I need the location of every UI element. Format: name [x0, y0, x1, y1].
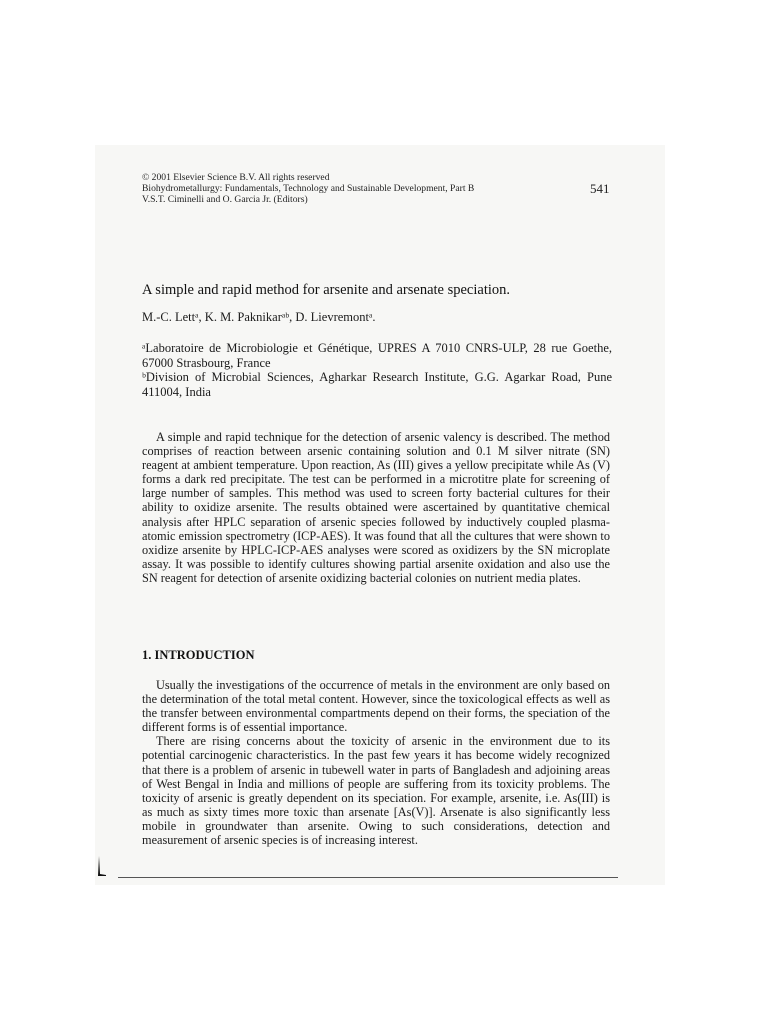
- affiliations: [142, 341, 612, 399]
- author-list: M.-C. Lettᵃ, K. M. Paknikarᵃᵇ, D. Lievremontᵃ.: [142, 310, 376, 324]
- affiliation-a: ᵃLaboratoire de Microbiologie et Génétique, UPRES A 7010 CNRS-ULP, 28 rue Goethe, 67000 Strasbourg, France: [142, 341, 612, 370]
- paragraph: There are rising concerns about the toxicity of arsenic in the environment due to its potential carcinogenic characteristics. In the past few years it has become widely recognized that there is a problem of arsenic in tubewell water in parts of Bangladesh and adjoining areas of West Bengal in India and millions of people are suffering from its toxicity problems. The toxicity of arsenic is greatly dependent on its speciation. For example, arsenite, i.e. As(III) is as much as sixty times more toxic than arsenate [As(V)]. Arsenate is also significantly less mobile in groundwater than arsenite. Owing to such considerations, detection and measurement of arsenic species is of increasing interest.: [142, 734, 610, 848]
- scan-corner-mark: [98, 856, 106, 876]
- page-bottom-rule: [118, 877, 618, 878]
- introduction-body: [142, 678, 610, 847]
- copyright-line: © 2001 Elsevier Science B.V. All rights reserved: [142, 172, 330, 183]
- book-title-line: Biohydrometallurgy: Fundamentals, Technology and Sustainable Development, Part B: [142, 183, 475, 194]
- page-number: 541: [590, 181, 610, 196]
- section-heading-introduction: 1. INTRODUCTION: [142, 648, 255, 662]
- abstract: A simple and rapid technique for the detection of arsenic valency is described. The method comprises of reaction between arsenic containing solution and 0.1 M silver nitrate (SN) reagent at ambient temperature. Upon reaction, As (III) gives a yellow precipitate while As (V) forms a dark red precipitate. The test can be performed in a microtitre plate for screening of large number of samples. This method was used to screen forty bacterial cultures for their ability to oxidize arsenite. The results obtained were ascertained by quantitative chemical analysis after HPLC separation of arsenic species followed by inductively coupled plasma-atomic emission spectrometry (ICP-AES). It was found that all the cultures that were shown to oxidize arsenite by HPLC-ICP-AES analyses were scored as oxidizers by the SN microplate assay. It was possible to identify cultures showing partial arsenite oxidation and also use the SN reagent for detection of arsenite oxidizing bacterial colonies on nutrient media plates.: [142, 430, 610, 585]
- editors-line: V.S.T. Ciminelli and O. Garcia Jr. (Editors): [142, 194, 308, 205]
- publication-header: [142, 172, 612, 205]
- paragraph: Usually the investigations of the occurrence of metals in the environment are only based on the determination of the total metal content. However, since the toxicological effects as well as the transfer between environmental compartments depend on their forms, the speciation of the different forms is of essential importance.: [142, 678, 610, 735]
- paper-title: A simple and rapid method for arsenite and arsenate speciation.: [142, 282, 511, 298]
- affiliation-b: ᵇDivision of Microbial Sciences, Agharkar Research Institute, G.G. Agarkar Road, Pune 411004, India: [142, 370, 612, 399]
